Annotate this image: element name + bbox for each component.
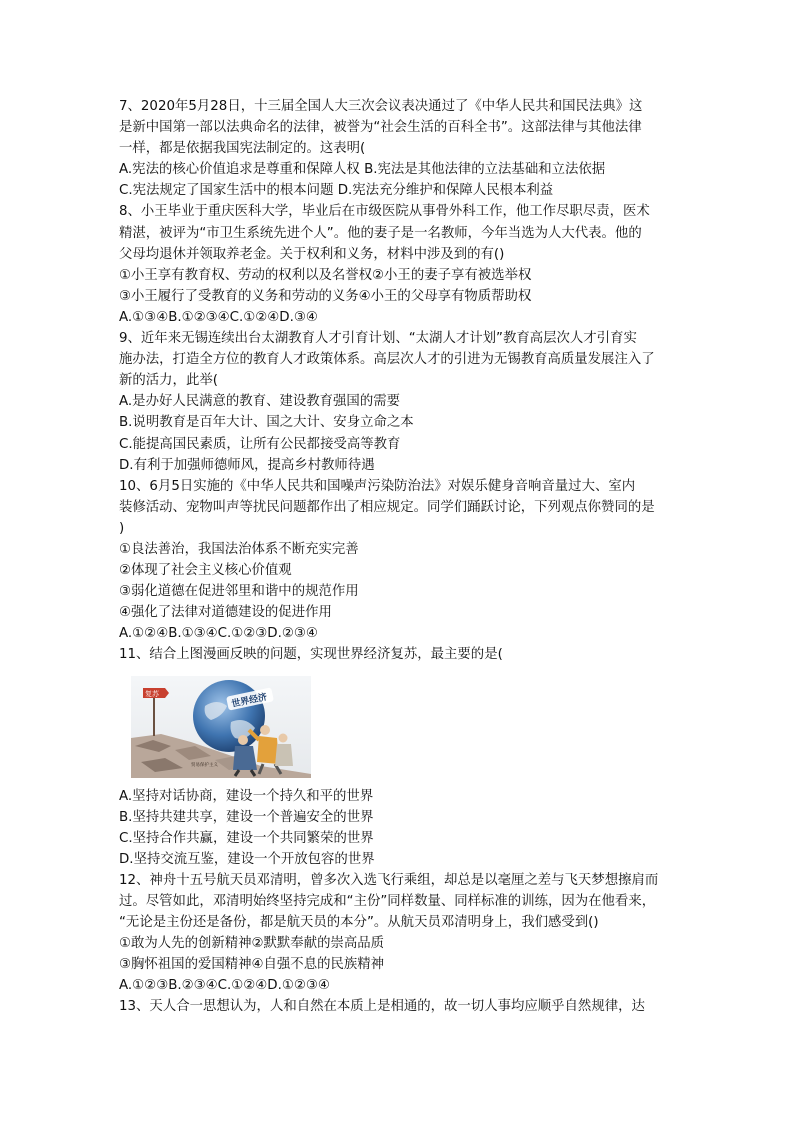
question-7-options: C.宪法规定了国家生活中的根本问题 D.宪法充分维护和保障人民根本利益 xyxy=(119,183,554,199)
question-8 xyxy=(119,201,679,328)
rock-label-text: 贸易保护主义 xyxy=(191,762,218,768)
question-10-stem-line: 10、6月5日实施的《中华人民共和国噪声污染防治法》对娱乐健身音响音量过大、室内 xyxy=(119,478,636,494)
question-11-option-a: A.坚持对话协商，建设一个持久和平的世界 xyxy=(119,788,374,804)
sign-text: 复苏 xyxy=(145,689,159,698)
question-9-stem-line: 9、近年来无锡连续出台太湖教育人才引育计划、“太湖人才计划”教育高层次人才引育实 xyxy=(119,331,637,347)
question-11-stem-line: 11、结合上图漫画反映的问题，实现世界经济复苏，最主要的是( xyxy=(119,647,503,663)
question-12-item: ③胸怀祖国的爱国精神④自强不息的民族精神 xyxy=(119,957,385,973)
question-11-option-b: B.坚持共建共享，建设一个普遍安全的世界 xyxy=(119,809,374,825)
question-9-stem-line: 新的活力，此举( xyxy=(119,373,218,389)
question-10-options: A.①②④B.①③④C.①②③D.②③④ xyxy=(119,626,318,642)
question-10-item: ④强化了法律对道德建设的促进作用 xyxy=(119,605,332,621)
question-10-item: ①良法善治，我国法治体系不断充实完善 xyxy=(119,541,359,557)
question-8-stem-line: 精湛，被评为“市卫生系统先进个人”。他的妻子是一名教师，今年当选为人大代表。他的 xyxy=(119,225,642,241)
question-12-stem-line: 12、神舟十五号航天员邓清明，曾多次入选飞行乘组，却总是以毫厘之差与飞天梦想擦肩而 xyxy=(119,872,659,888)
question-10 xyxy=(119,476,679,645)
question-13 xyxy=(119,996,679,1017)
question-9-option-c: C.能提高国民素质，让所有公民都接受高等教育 xyxy=(119,436,401,452)
question-9 xyxy=(119,328,679,476)
question-8-options: A.①③④B.①②③④C.①②④D.③④ xyxy=(119,309,318,325)
globe-text: 世界经济 xyxy=(230,692,269,710)
cartoon-world-economy-image xyxy=(131,676,311,778)
question-9-stem-line: 施办法，打造全方位的教育人才政策体系。高层次人才的引进为无锡教育高质量发展注入了 xyxy=(119,352,655,368)
question-10-stem-line: 装修活动、宠物叫声等扰民问题都作出了相应规定。同学们踊跃讨论，下列观点你赞同的是 xyxy=(119,499,655,515)
question-12-options: A.①②③B.②③④C.①②④D.①②③④ xyxy=(119,978,330,994)
exam-page xyxy=(119,96,679,1018)
question-8-stem-line: 父母均退休并领取养老金。关于权利和义务，材料中涉及到的有() xyxy=(119,246,505,262)
question-7-stem-line: 一样，都是依据我国宪法制定的。这表明( xyxy=(119,141,366,157)
question-7-stem-line: 是新中国第一部以法典命名的法律，被誉为“社会生活的百科全书”。这部法律与其他法律 xyxy=(119,120,642,136)
question-8-item: ①小王享有教育权、劳动的权利以及名誉权②小王的妻子享有被选举权 xyxy=(119,267,532,283)
question-7 xyxy=(119,96,679,201)
question-7-options: A.宪法的核心价值追求是尊重和保障人权 B.宪法是其他法律的立法基础和立法依据 xyxy=(119,162,606,178)
question-10-item: ②体现了社会主义核心价值观 xyxy=(119,563,292,579)
question-9-option-a: A.是办好人民满意的教育、建设教育强国的需要 xyxy=(119,394,400,410)
question-10-stem-line: ) xyxy=(119,520,125,536)
question-13-stem-line: 13、天人合一思想认为，人和自然在本质上是相通的，故一切人事均应顺乎自然规律，达 xyxy=(119,999,645,1015)
question-12 xyxy=(119,870,679,997)
question-12-item: ①敢为人先的创新精神②默默奉献的崇高品质 xyxy=(119,936,385,952)
question-9-option-d: D.有利于加强师德师风，提高乡村教师待遇 xyxy=(119,457,375,473)
question-7-stem-line: 7、2020年5月28日，十三届全国人大三次会议表决通过了《中华人民共和国民法典》这 xyxy=(119,99,643,114)
signpost-pole xyxy=(153,692,155,736)
cartoon-svg xyxy=(131,676,311,778)
question-11 xyxy=(119,644,679,869)
question-8-item: ③小王履行了受教育的义务和劳动的义务④小王的父母享有物质帮助权 xyxy=(119,288,532,304)
question-11-option-d: D.坚持交流互鉴，建设一个开放包容的世界 xyxy=(119,851,375,867)
question-12-stem-line: 过。尽管如此，邓清明始终坚持完成和“主份”同样数量、同样标准的训练，因为在他看来， xyxy=(119,894,656,909)
question-10-item: ③弱化道德在促进邻里和谐中的规范作用 xyxy=(119,584,359,600)
question-8-stem-line: 8、小王毕业于重庆医科大学，毕业后在市级医院从事骨外科工作，他工作尽职尽责，医术 xyxy=(119,204,650,220)
question-9-option-b: B.说明教育是百年大计、国之大计、安身立命之本 xyxy=(119,415,414,431)
globe-shape xyxy=(193,680,265,752)
question-11-option-c: C.坚持合作共赢，建设一个共同繁荣的世界 xyxy=(119,830,374,846)
question-12-stem-line: “无论是主份还是备份，都是航天员的本分”。从航天员邓清明身上，我们感受到() xyxy=(119,915,599,931)
